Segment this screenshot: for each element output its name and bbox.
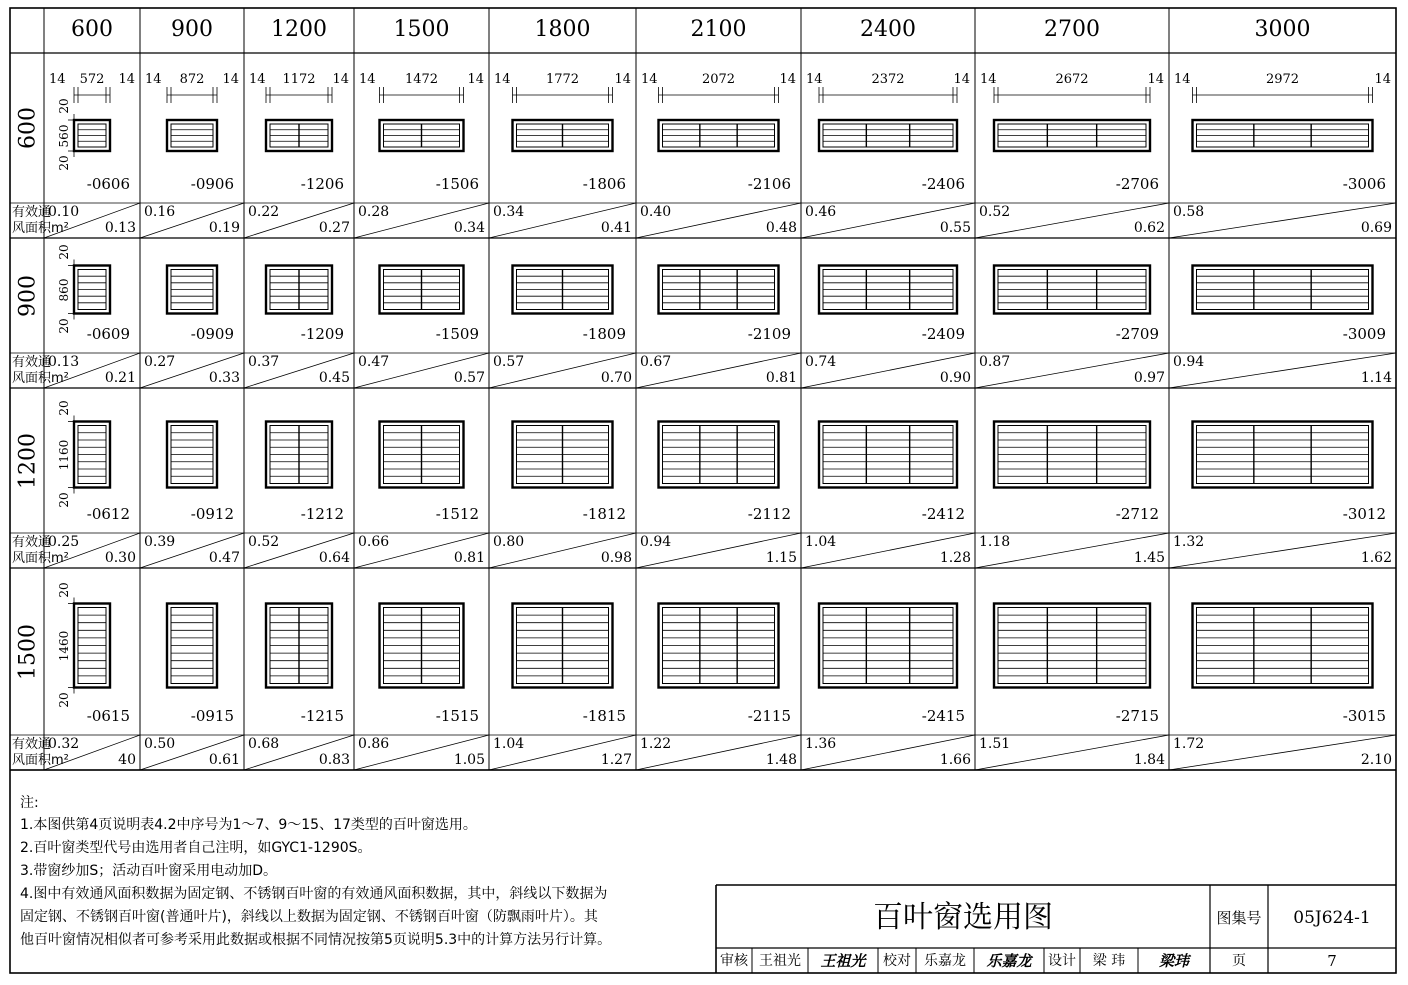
check-label: 校对 <box>883 953 911 969</box>
area-standard-value: 0.64 <box>318 550 350 566</box>
area-standard-value: 1.62 <box>1360 550 1392 566</box>
area-standard-value: 0.30 <box>104 550 136 566</box>
area-standard-value: 1.66 <box>939 752 971 768</box>
dimension-inner: 572 <box>79 72 105 87</box>
dimension-inner: 2972 <box>1265 72 1300 87</box>
window-code: -2115 <box>747 707 791 725</box>
area-antirain-value: 0.94 <box>640 534 672 550</box>
area-standard-value: 0.34 <box>453 220 485 236</box>
area-standard-value: 0.81 <box>765 370 797 386</box>
dimension-inner: 2372 <box>871 72 905 87</box>
window-code: -2712 <box>1115 505 1159 523</box>
dimension-right: 14 <box>222 72 239 87</box>
dimension-right: 14 <box>332 72 349 87</box>
area-antirain-value: 1.04 <box>805 534 837 550</box>
area-label-line1: 有效通 <box>12 355 52 370</box>
area-standard-value: 1.27 <box>600 752 632 768</box>
window-code: -2412 <box>921 505 965 523</box>
row-header-height: 1500 <box>15 623 41 680</box>
window-code: -1512 <box>435 505 479 523</box>
window-code: -0609 <box>86 325 130 343</box>
area-antirain-value: 0.86 <box>358 736 390 752</box>
dimension-left: 14 <box>249 72 266 87</box>
area-antirain-value: 0.80 <box>493 534 525 550</box>
area-antirain-value: 0.22 <box>248 204 280 220</box>
area-standard-value: 0.55 <box>939 220 971 236</box>
dimension-inner: 2672 <box>1055 72 1089 87</box>
dimension-left: 14 <box>359 72 376 87</box>
frame-dimension-bottom: 20 <box>57 491 71 508</box>
dimension-left: 14 <box>494 72 511 87</box>
height-dimension: 1460 <box>57 630 71 661</box>
note-line: 4.图中有效通风面积数据为固定钢、不锈钢百叶窗的有效通风面积数据，其中，斜线以下数据为 <box>20 886 608 902</box>
area-antirain-value: 1.72 <box>1173 736 1205 752</box>
dimension-left: 14 <box>1174 72 1191 87</box>
area-standard-value: 0.98 <box>600 550 632 566</box>
window-code: -1806 <box>582 175 626 193</box>
designer-name: 梁 玮 <box>1092 953 1126 969</box>
dimension-inner: 2072 <box>701 72 736 87</box>
area-standard-value: 1.45 <box>1133 550 1165 566</box>
window-code: -0915 <box>190 707 234 725</box>
area-standard-value: 0.81 <box>453 550 485 566</box>
row-header-height: 900 <box>15 274 41 317</box>
note-line: 2.百叶窗类型代号由选用者自己注明，如GYC1-1290S。 <box>20 840 372 856</box>
dimension-right: 14 <box>1147 72 1164 87</box>
window-code: -2415 <box>921 707 965 725</box>
area-standard-value: 0.27 <box>318 220 350 236</box>
window-code: -1506 <box>435 175 479 193</box>
window-code: -1809 <box>582 325 626 343</box>
window-code: -0606 <box>86 175 130 193</box>
dimension-inner: 1472 <box>404 72 439 87</box>
area-antirain-value: 0.47 <box>358 354 390 370</box>
column-header: 900 <box>171 17 213 42</box>
dimension-right: 14 <box>118 72 135 87</box>
window-code: -1209 <box>300 325 344 343</box>
checker-name: 乐嘉龙 <box>924 953 966 969</box>
area-label-line1: 有效通 <box>12 205 52 220</box>
note-line: 他百叶窗情况相似者可参考采用此数据或根据不同情况按第5页说明5.3中的计算方法另行计算。 <box>20 932 612 948</box>
design-label: 设计 <box>1048 953 1076 969</box>
dimension-right: 14 <box>953 72 970 87</box>
window-code: -2409 <box>921 325 965 343</box>
area-antirain-value: 1.18 <box>979 534 1011 550</box>
area-standard-value: 1.28 <box>939 550 971 566</box>
area-standard-value: 0.45 <box>318 370 350 386</box>
window-code: -0909 <box>190 325 234 343</box>
height-dimension: 1160 <box>57 439 71 470</box>
row-header-height: 1200 <box>15 432 41 489</box>
window-code: -1812 <box>582 505 626 523</box>
column-header: 1500 <box>393 17 450 42</box>
column-header: 2100 <box>690 17 747 42</box>
area-standard-value: 0.47 <box>208 550 240 566</box>
note-line: 3.带窗纱加S；活动百叶窗采用电动加D。 <box>20 863 278 879</box>
height-dimension: 860 <box>57 278 71 301</box>
area-antirain-value: 0.39 <box>144 534 176 550</box>
area-antirain-value: 0.37 <box>248 354 280 370</box>
area-antirain-value: 0.87 <box>979 354 1011 370</box>
area-antirain-value: 0.10 <box>48 204 80 220</box>
dimension-right: 14 <box>614 72 631 87</box>
window-code: -1206 <box>300 175 344 193</box>
height-dimension: 560 <box>57 124 71 147</box>
window-code: -1215 <box>300 707 344 725</box>
area-label-line2: 风面积m² <box>12 221 69 236</box>
area-standard-value: 1.05 <box>453 752 485 768</box>
dimension-inner: 1772 <box>545 72 580 87</box>
area-antirain-value: 1.04 <box>493 736 525 752</box>
page-number: 7 <box>1327 952 1337 970</box>
area-standard-value: 0.57 <box>453 370 485 386</box>
frame-dimension-top: 20 <box>57 581 71 598</box>
dimension-inner: 872 <box>179 72 205 87</box>
dimension-right: 14 <box>1374 72 1391 87</box>
dimension-left: 14 <box>145 72 162 87</box>
area-antirain-value: 0.16 <box>144 204 176 220</box>
frame-dimension-bottom: 20 <box>57 691 71 708</box>
area-standard-value: 0.62 <box>1133 220 1165 236</box>
window-code: -1509 <box>435 325 479 343</box>
area-standard-value: 2.10 <box>1360 752 1392 768</box>
window-code: -3009 <box>1342 325 1386 343</box>
column-header: 600 <box>71 17 113 42</box>
area-standard-value: 1.15 <box>765 550 797 566</box>
window-code: -0612 <box>86 505 130 523</box>
window-code: -2109 <box>747 325 791 343</box>
frame-dimension-top: 20 <box>57 243 71 260</box>
dimension-left: 14 <box>806 72 823 87</box>
area-antirain-value: 0.74 <box>805 354 837 370</box>
area-standard-value: 0.41 <box>600 220 632 236</box>
window-code: -1515 <box>435 707 479 725</box>
window-code: -2112 <box>747 505 791 523</box>
frame-dimension-bottom: 20 <box>57 317 71 334</box>
dimension-right: 14 <box>467 72 484 87</box>
area-antirain-value: 0.28 <box>358 204 390 220</box>
area-label-line1: 有效通 <box>12 535 52 550</box>
reviewer-signature: 王祖光 <box>820 952 866 970</box>
area-antirain-value: 0.32 <box>48 736 80 752</box>
area-standard-value: 0.97 <box>1133 370 1165 386</box>
column-header: 1800 <box>534 17 591 42</box>
area-label-line2: 风面积m² <box>12 371 69 386</box>
area-antirain-value: 0.66 <box>358 534 390 550</box>
dimension-left: 14 <box>980 72 997 87</box>
column-header: 1200 <box>271 17 327 42</box>
area-standard-value: 0.90 <box>939 370 971 386</box>
window-code: -0912 <box>190 505 234 523</box>
area-antirain-value: 0.52 <box>248 534 280 550</box>
area-antirain-value: 0.57 <box>493 354 525 370</box>
frame-dimension-top: 20 <box>57 98 71 114</box>
area-antirain-value: 0.46 <box>805 204 837 220</box>
window-code: -2706 <box>1115 175 1159 193</box>
window-code: -2406 <box>921 175 965 193</box>
atlas-label: 图集号 <box>1216 909 1262 927</box>
area-antirain-value: 0.68 <box>248 736 280 752</box>
area-standard-value: 0.13 <box>104 220 136 236</box>
window-code: -3015 <box>1342 707 1386 725</box>
dimension-left: 14 <box>641 72 658 87</box>
window-code: -0906 <box>190 175 234 193</box>
area-standard-value: 0.61 <box>208 752 240 768</box>
column-header: 2400 <box>860 17 916 42</box>
reviewer-name: 王祖光 <box>759 953 801 969</box>
window-code: -2106 <box>747 175 791 193</box>
window-code: -2709 <box>1115 325 1159 343</box>
column-header: 3000 <box>1254 17 1311 42</box>
row-header-height: 600 <box>15 107 41 149</box>
column-header: 2700 <box>1044 17 1100 42</box>
area-antirain-value: 0.25 <box>48 534 80 550</box>
area-standard-value: 1.14 <box>1360 370 1392 386</box>
notes-title: 注: <box>20 795 39 811</box>
review-label: 审核 <box>720 953 748 969</box>
area-standard-value: 1.48 <box>765 752 797 768</box>
designer-signature: 梁玮 <box>1158 952 1189 970</box>
drawing-title: 百叶窗选用图 <box>873 900 1053 935</box>
area-antirain-value: 0.27 <box>144 354 176 370</box>
area-label-line2: 风面积m² <box>12 753 69 768</box>
area-antirain-value: 0.58 <box>1173 204 1205 220</box>
area-standard-value: 0.70 <box>600 370 632 386</box>
area-standard-value: 0.83 <box>318 752 350 768</box>
note-line: 1.本图供第4页说明表4.2中序号为1～7、9～15、17类型的百叶窗选用。 <box>20 817 477 833</box>
page-label: 页 <box>1232 953 1246 969</box>
area-antirain-value: 1.51 <box>979 736 1011 752</box>
area-standard-value: 0.69 <box>1360 220 1392 236</box>
area-antirain-value: 1.22 <box>640 736 672 752</box>
area-antirain-value: 0.40 <box>640 204 672 220</box>
area-antirain-value: 0.67 <box>640 354 672 370</box>
area-standard-value: 0.19 <box>208 220 240 236</box>
frame-dimension-bottom: 20 <box>57 155 71 171</box>
area-antirain-value: 1.32 <box>1173 534 1205 550</box>
area-antirain-value: 0.13 <box>48 354 80 370</box>
area-antirain-value: 0.52 <box>979 204 1011 220</box>
dimension-left: 14 <box>49 72 66 87</box>
area-standard-value: 0.33 <box>208 370 240 386</box>
dimension-inner: 1172 <box>282 72 316 87</box>
frame-dimension-top: 20 <box>57 399 71 416</box>
window-code: -1815 <box>582 707 626 725</box>
area-label-line1: 有效通 <box>12 737 52 752</box>
area-standard-value: 1.84 <box>1133 752 1165 768</box>
area-antirain-value: 0.94 <box>1173 354 1205 370</box>
window-code: -0615 <box>86 707 130 725</box>
note-line: 固定钢、不锈钢百叶窗(普通叶片)，斜线以上数据为固定钢、不锈钢百叶窗（防飘雨叶片）。其 <box>20 909 598 925</box>
area-label-line2: 风面积m² <box>12 551 69 566</box>
area-antirain-value: 0.50 <box>144 736 176 752</box>
area-antirain-value: 0.34 <box>493 204 525 220</box>
area-antirain-value: 1.36 <box>805 736 837 752</box>
atlas-number: 05J624-1 <box>1293 908 1371 928</box>
dimension-right: 14 <box>779 72 796 87</box>
window-code: -2715 <box>1115 707 1159 725</box>
checker-signature: 乐嘉龙 <box>986 952 1032 970</box>
window-code: -3012 <box>1342 505 1386 523</box>
window-code: -1212 <box>300 505 344 523</box>
area-standard-value: 40 <box>118 752 136 768</box>
area-standard-value: 0.48 <box>765 220 797 236</box>
window-code: -3006 <box>1342 175 1386 193</box>
area-standard-value: 0.21 <box>104 370 136 386</box>
